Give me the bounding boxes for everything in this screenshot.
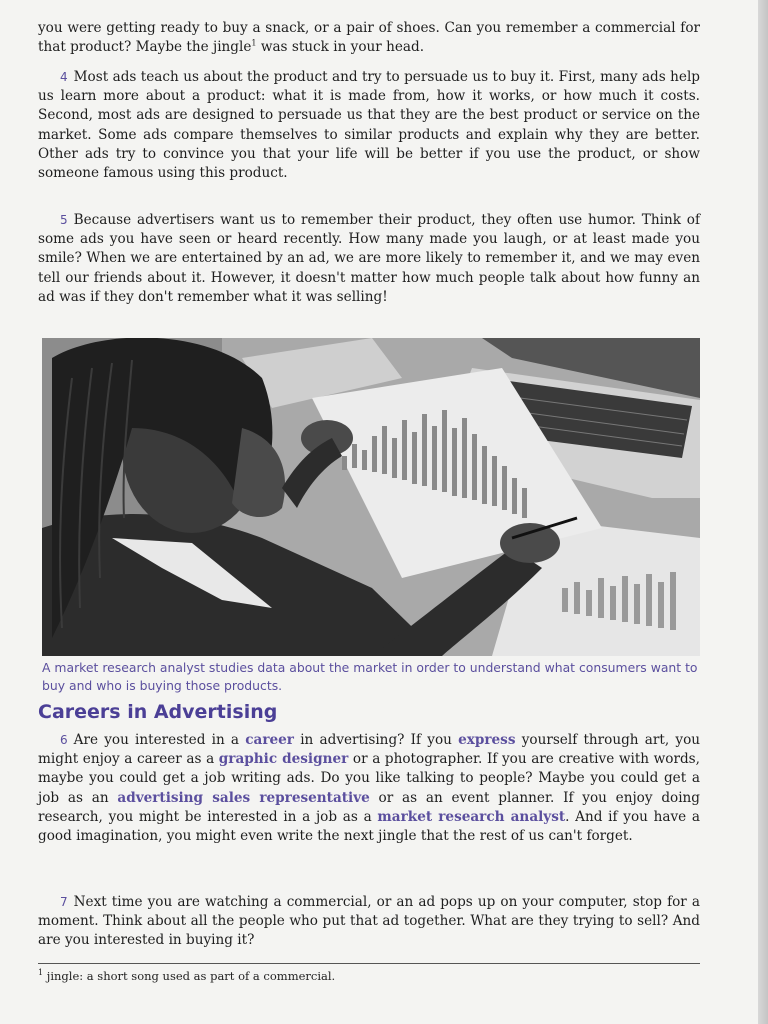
- paragraph-number: 7: [60, 895, 68, 909]
- paragraph-6-text: or a photographer. If you are creative with words, maybe you could get a job writing ads. Do you like talking to people? Maybe you could get a job as an: [38, 751, 700, 806]
- paragraph-6-text: or as an event planner. If you enjoy doing research, you might be interested in a job as a: [38, 789, 701, 825]
- vocab-word-career[interactable]: career: [245, 732, 294, 748]
- paragraph-3-text: you were getting ready to buy a snack, or a pair of shoes. Can you remember a commercial for that product? Maybe the jingle: [38, 20, 700, 56]
- paragraph-number: 5: [60, 213, 68, 227]
- paragraph-7-text: Next time you are watching a commercial, or an ad pops up on your computer, stop for a moment. Think about all the people who put that ad together. What are they trying to sell? And are you interested in buying it?: [38, 894, 700, 949]
- footnote-marker: 1: [38, 968, 44, 978]
- paragraph-4-text: Most ads teach us about the product and try to persuade us to buy it. First, many ads help us learn more about a product: what it is made from, how it works, or how much it costs. Second, most ads are designed to persuade us that they are the best product or service on the market. Some ads compare themselves to similar products and explain why they are better. Other ads try to convince you that your life will be better if you use the product, or show someone famous using this product.: [38, 69, 700, 182]
- paragraph-6-text: in advertising? If you: [293, 732, 459, 748]
- footnote-text: jingle: a short song used as part of a commercial.: [43, 969, 336, 983]
- paragraph-5: [38, 211, 700, 307]
- vocab-word-graphic-designer[interactable]: graphic designer: [218, 751, 349, 768]
- paragraph-7: [38, 893, 700, 951]
- paragraph-6-text: . And if you have a good imagination, you might even write the next jingle that the rest of us can't forget.: [38, 808, 701, 845]
- paragraph-4: [38, 68, 700, 183]
- footnote: [38, 968, 700, 984]
- paragraph-6-text: Are you interested in a: [73, 732, 246, 748]
- section-heading: Careers in Advertising: [38, 701, 278, 723]
- vocab-word-express[interactable]: express: [458, 732, 516, 748]
- photo-illustration: [42, 338, 700, 656]
- vocab-word-advertising-sales-representative[interactable]: advertising sales representative: [117, 789, 370, 806]
- footnote-reference[interactable]: 1: [251, 38, 257, 48]
- paragraph-number: 4: [60, 70, 68, 84]
- analyst-photo: [42, 338, 700, 656]
- paragraph-3-continued: [38, 19, 700, 57]
- vocab-word-market-research-analyst[interactable]: market research analyst: [377, 808, 566, 825]
- paragraph-3-text-end: was stuck in your head.: [256, 39, 425, 56]
- footnote-divider: [38, 963, 700, 964]
- paragraph-6: [38, 731, 700, 846]
- photo-caption: A market research analyst studies data about the market in order to understand what consumers want to buy and who is buying those products.: [42, 660, 698, 693]
- page-edge: [758, 0, 768, 1024]
- paragraph-number: 6: [60, 733, 68, 747]
- paragraph-6-text: yourself through art, you might enjoy a career as a: [38, 732, 701, 768]
- paragraph-5-text: Because advertisers want us to remember their product, they often use humor. Think of some ads you have seen or heard recently. How many made you laugh, or at least made you smile? When we are entertained by an ad, we are more likely to remember it, and we may even tell our friends about it. However, it doesn't matter how much people talk about how funny an ad was if they don't remember what it was selling!: [38, 212, 700, 305]
